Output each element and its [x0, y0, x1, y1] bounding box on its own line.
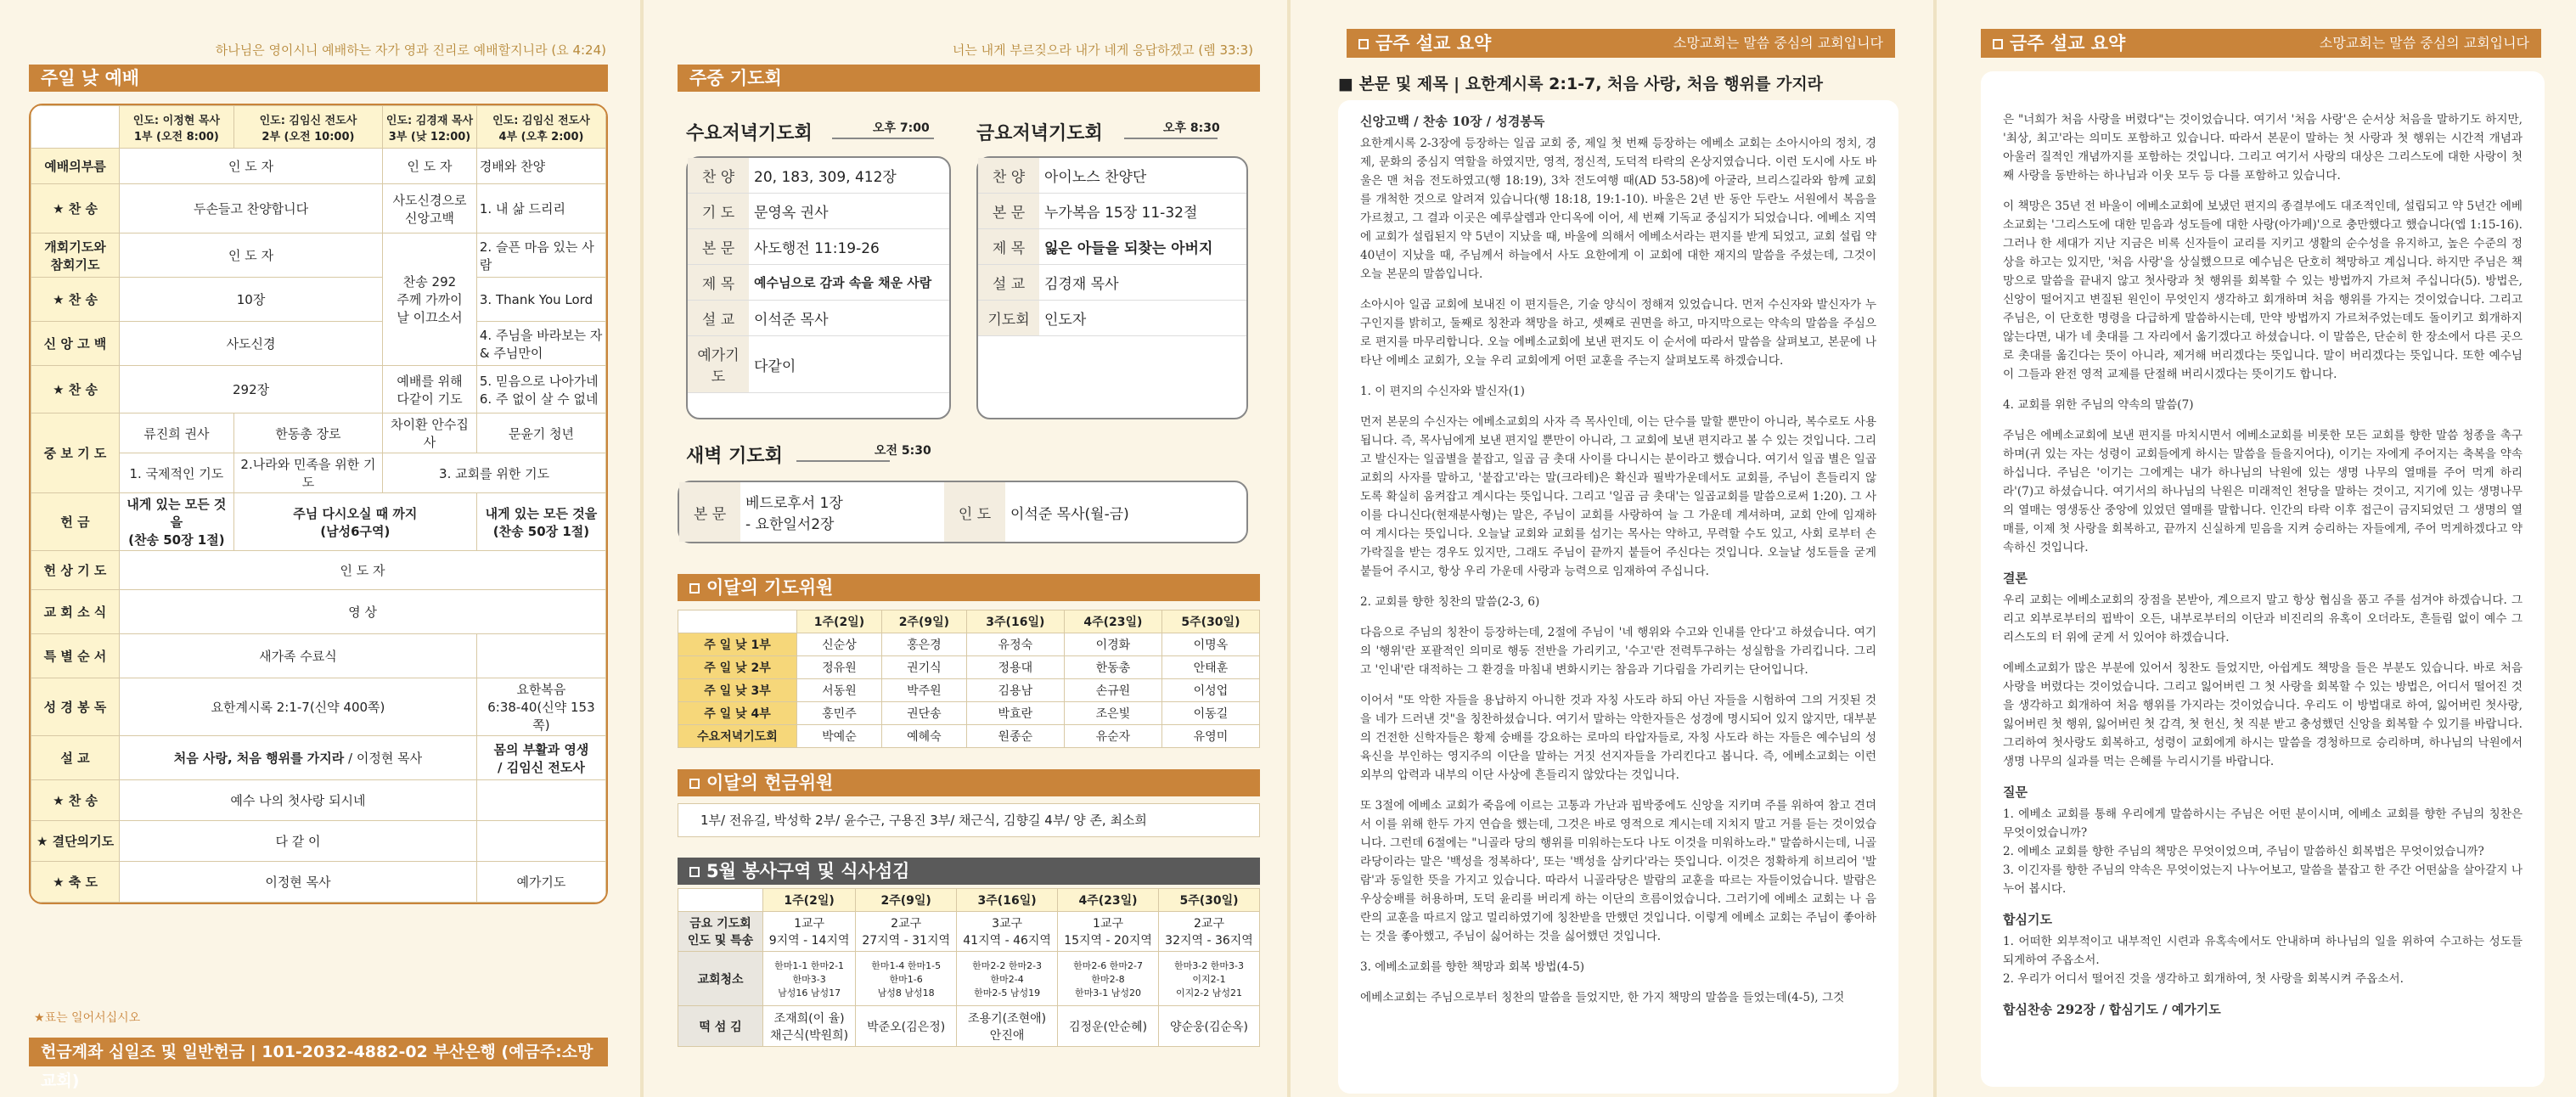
table-cell: 김정운(안순혜)	[1058, 1006, 1159, 1047]
table-cell: 박예순	[797, 725, 882, 748]
fri-row-key: 기도회	[978, 301, 1039, 336]
sermon-paragraph: 은 "너희가 처음 사랑을 버렸다"는 것이었습니다. 여기서 '처음 사랑'은 순서상 처음을 말하기도 하지만, '최상, 최고'라는 의미도 포함하고 있습니다. 따라서 본문이 말하는 첫 사랑과 첫 행위는 시간적 개념과 아울러 질적인 개념까지를 포함하는 것입니다. 그리고 여기서 사랑의 대상은 그리스도에 대한 사랑이 첫째 사랑을 동반하는 하나님과 이웃 모두 등 다를 포함하고 있습니다.	[2003, 113, 2523, 183]
table-cell: 유순자	[1064, 725, 1161, 748]
fri-row-value: 잃은 아들을 되찾는 아버지	[1039, 229, 1246, 265]
row-label: 특 별 순 서	[31, 634, 120, 678]
wed-row-value: 20, 183, 309, 412장	[749, 158, 949, 194]
row-label: 설 교	[31, 736, 120, 780]
wed-prayer-title: 수요저녁기도회	[686, 123, 813, 144]
square-icon	[689, 779, 700, 789]
intercessor: 차이환 안수집사	[383, 413, 477, 453]
wed-row-key: 찬 양	[688, 158, 749, 194]
service-section-title: 5월 봉사구역 및 식사섬김	[678, 858, 1260, 885]
prayer-topic: 1. 국제적인 기도	[120, 453, 234, 493]
table-cell: 한마2-6 한마2-7 한마2-8 한마3-1 남성20	[1058, 952, 1159, 1006]
praise-item: 3. Thank You Lord	[476, 278, 605, 322]
worship-order-table	[29, 104, 608, 904]
offering-hymn: 내게 있는 모든 것을 (찬송 50장 1절)	[120, 493, 234, 551]
panel-sunday-worship	[0, 0, 640, 1097]
wed-row-key: 설 교	[688, 301, 749, 336]
row-label: 신 앙 고 백	[31, 322, 120, 366]
table-cell: 안태훈	[1161, 656, 1259, 679]
table-cell: 정용대	[966, 656, 1064, 679]
praise-item: 4. 주님을 바라보는 자 & 주님만이	[476, 322, 605, 366]
row-value: 예수 나의 첫사랑 되시네	[120, 780, 477, 821]
week-header: 3주(16일)	[957, 889, 1058, 912]
table-cell: 박준오(김은정)	[856, 1006, 957, 1047]
praise-item: 경배와 찬양	[476, 149, 605, 184]
week-header: 2주(9일)	[881, 610, 966, 633]
sermon-paragraph: 에베소교회는 주님으로부터 칭찬의 말씀을 들었지만, 한 가지 책망의 말씀을 들었는데(4-5), 그것	[1360, 991, 1845, 1004]
fri-row-value: 김경재 목사	[1039, 265, 1246, 301]
sermon-paragraph: 에베소교회가 많은 부분에 있어서 칭찬도 들었지만, 아쉽게도 책망을 들은 부분도 있습니다. 바로 처음 사랑을 버렸다는 것이었습니다. 그리고 잃어버린 그 첫 사랑을 회복할 수 있는 방법은, 어디서 떨어진 것을 생각하고 회개하여 처음 행위를 가지라는 것이었습니다. 우리도 이 방법대로 하여, 잃어버린 첫사랑, 잃어버린 첫 행위, 잃어버린 첫 감격, 첫 헌신, 첫 직분 받고 충성했던 신앙을 회복할 수 있기를 바랍니다. 그리하여 첫사랑도 회복하고, 성령이 교회에게 하시는 말씀을 경청하므로 승리하며, 하나님의 낙원에서 생명 나무의 실과를 먹는 은혜를 누리시기를 바랍니다.	[2003, 661, 2523, 768]
dawn-key: 본 문	[679, 482, 740, 542]
table-cell: 한마2-2 한마2-3 한마2-4 한마2-5 남성19	[957, 952, 1058, 1006]
dawn-prayer-time: 오전 5:30	[875, 444, 931, 458]
row-label: 성 경 봉 독	[31, 678, 120, 736]
table-cell: 유영미	[1161, 725, 1259, 748]
row-value: 요한복음 6:38-40(신약 153쪽)	[476, 678, 605, 736]
row-label: 중 보 기 도	[31, 413, 120, 493]
row-value: 예배를 위해 다같이 기도	[383, 366, 477, 413]
service-label: 주 일 낮 4부	[678, 702, 797, 725]
row-value: 영 상	[120, 590, 606, 634]
table-cell: 양순웅(김순옥)	[1159, 1006, 1260, 1047]
prayer-list: 1. 어떠한 외부적이고 내부적인 시련과 유혹속에서도 안내하며 하나님의 일을 위하여 수고하는 성도들 되게하여 주옵소서. 2. 우리가 어디서 떨어진 것을 생각하고 회개하여, 첫 사랑을 회복시켜 주옵소서.	[2003, 935, 2523, 986]
offering-hymn: 내게 있는 모든 것을 (찬송 50장 1절)	[476, 493, 605, 551]
wed-row-key: 제 목	[688, 265, 749, 301]
fri-prayer-time: 오후 8:30	[1163, 121, 1220, 135]
intercessor: 한동총 장로	[233, 413, 382, 453]
fri-prayer-title: 금요저녁기도회	[976, 123, 1103, 144]
table-cell: 권단송	[881, 702, 966, 725]
table-cell: 이동길	[1161, 702, 1259, 725]
dawn-prayer-box	[678, 481, 1248, 543]
monthly-prayer-table	[678, 610, 1260, 748]
row-value: 요한계시록 2:1-7(신약 400쪽)	[120, 678, 477, 736]
sermon-paragraph: 요한계시록 2-3장에 등장하는 일곱 교회 중, 제일 첫 번째 등장하는 에베소 교회는 소아시아의 정치, 경제, 문화의 중심지 역할을 하였지만, 영적, 정신적, 도덕적 타락의 온상지였습니다. 이런 도시에 사도 바울은 맨 처음 전도하였고(행 18:19), 3차 전도여행 때(AD 53-58)에 아굴라, 브리스길라와 함께 교회를 개척한 것으로 알려져 있습니다(행 18:18, 19:1-10). 바울은 2년 반 동안 두란노 서원에서 복음을 가르쳤고, 그 결과 이곳은 예루살렘과 안디옥에 이어, 세 번째 기독교 중심지가 되었습니다. 에베소 지역에 교회가 설립된지 약 5년이 지났을 때, 바울에 의해서 에베소서라는 편지를 받게 되었고, 교회 설립 약 40년이 지났을 때, 주님께서 하늘에서 사도 요한에게 이 교회에 대한 재지의 말씀을 주셨는데, 그것이 오늘 본문의 말씀입니다.	[1360, 137, 1876, 281]
row-value: 사도신경	[120, 322, 383, 366]
prayer-topic: 2.나라와 민족을 위한 기도	[233, 453, 382, 493]
section-title: 주중 기도회	[678, 65, 1260, 92]
offering-account: 헌금계좌 십일조 및 일반헌금 | 101-2032-4882-02 부산은행 (예금주:소망교회)	[29, 1038, 608, 1066]
row-value: 몸의 부활과 영생 / 김임신 전도사	[476, 736, 605, 780]
row-label: 개회기도와 참회기도	[31, 233, 120, 278]
service-label: 주 일 낮 1부	[678, 633, 797, 656]
sermon-heading: 2. 교회를 향한 칭찬의 말씀(2-3, 6)	[1360, 595, 1540, 609]
praise-item: 1. 내 삶 드리리	[476, 184, 605, 233]
sermon-paragraph: 이어서 "또 악한 자들을 용납하지 아니한 것과 자칭 사도라 하되 아닌 자들을 시험하여 그의 거짓된 것을 네가 드러낸 것"을 칭찬하셨습니다. 여기서 말하는 악한자들은 성경에 명시되어 있지 않지만, 대부분의 건전한 신학자들은 황제 숭배를 강요하는 로마의 타압자들로, 자칭 사도라 하는 자들은 예수님의 성육신을 부인하는 영지주의 이단을 말하는 거짓 선지자들을 가리킨다고 봅니다. 즉, 에베소교회는 이런 외부의 압력과 내부의 이단 사상에 흔들리지 않았다는 것입니다.	[1360, 694, 1876, 782]
service-label: 금요 기도회 인도 및 특송	[678, 912, 763, 952]
offering-hymn: 주님 다시오실 때 까지 (남성6구역)	[233, 493, 476, 551]
week-header: 3주(16일)	[966, 610, 1064, 633]
money-committee-title: 이달의 헌금위원	[678, 769, 1260, 796]
table-cell: 원종순	[966, 725, 1064, 748]
conclusion-heading: 결론	[2003, 571, 2028, 586]
fri-row-key: 설 교	[978, 265, 1039, 301]
sermon-title: 처음 사랑, 처음 행위를 가지라	[173, 751, 345, 766]
service-label: 주 일 낮 2부	[678, 656, 797, 679]
square-icon	[1993, 39, 2003, 49]
panel-sermon-summary-1	[1291, 0, 1933, 1097]
row-label: ★ 찬 송	[31, 184, 120, 233]
fri-prayer-box	[976, 156, 1248, 419]
praise-item: 6. 주 없이 살 수 없네	[479, 391, 599, 407]
prayer-heading: 합심기도	[2003, 912, 2052, 927]
wed-row-value: 다같이	[749, 336, 949, 393]
table-cell: 조용기(조현애) 안진애	[957, 1006, 1058, 1047]
wed-row-value: 이석준 목사	[749, 301, 949, 336]
row-label: ★ 찬 송	[31, 780, 120, 821]
prayer-topic: 3. 교회를 위한 기도	[383, 453, 606, 493]
fri-row-value: 아이노스 찬양단	[1039, 158, 1246, 194]
row-value: 이정현 목사	[120, 862, 477, 903]
week-header: 4주(23일)	[1058, 889, 1159, 912]
wed-prayer-time: 오후 7:00	[873, 121, 930, 135]
header-2bu: 인도: 김임신 전도사 2부 (오전 10:00)	[233, 106, 382, 149]
table-cell: 박주원	[881, 679, 966, 702]
table-cell: 이경화	[1064, 633, 1161, 656]
header-3bu: 인도: 김경재 목사 3부 (낮 12:00)	[383, 106, 477, 149]
header-1bu: 인도: 이정현 목사 1부 (오전 8:00)	[120, 106, 234, 149]
table-cell: 1교구 15지역 - 20지역	[1058, 912, 1159, 952]
service-table	[678, 888, 1260, 1047]
row-label: 교 회 소 식	[31, 590, 120, 634]
standing-note: ★표는 일어서십시오	[34, 1011, 141, 1025]
wed-prayer-box	[686, 156, 951, 419]
section-title: 주일 낮 예배	[29, 65, 608, 92]
row-label: 헌 상 기 도	[31, 551, 120, 590]
sermon-heading: 4. 교회를 위한 주님의 약속의 말씀(7)	[2003, 398, 2194, 412]
week-header: 5주(30일)	[1161, 610, 1259, 633]
table-cell: 3교구 41지역 - 46지역	[957, 912, 1058, 952]
sermon-subject: ■ 본문 및 제목 | 요한계시록 2:1-7, 처음 사랑, 처음 행위를 가지라	[1338, 75, 1824, 93]
dawn-key: 인 도	[944, 482, 1005, 542]
service-label: 떡 섬 김	[678, 1006, 763, 1047]
sermon-heading: 3. 에베소교회를 향한 책망과 회복 방법(4-5)	[1360, 960, 1585, 974]
sermon-paragraph: 또 3절에 에베소 교회가 죽음에 이르는 고통과 가난과 핍박중에도 신앙을 지키며 주를 위하여 참고 견뎌서 이를 위해 한두 가지 연습을 했는데, 그것은 바로 영적으로 계시는데 지치지 말고 거를 듣는 것이었습니다. 그런데 6절에는 "니골라 당의 행위를 미워하는도다 나도 이것을 미워하노라." 말씀하시는데, 니골라당이라는 말은 '백성을 정복하다', 또는 '백성을 삼키다'라는 뜻입니다. 이것은 정확하게 히브리어 '발람'과 동일한 뜻을 가지고 있습니다. 따라서 니골라당은 발람의 교훈을 따르는 자들이었습니다. 발람은 우상숭배를 허용하며, 도덕 윤리를 버리게 하는 이단의 흐름이었습니다. 그러기에 에베소 교회는 나 음란의 교훈을 따르지 않고 멀리하였기에 칭찬받을 만했던 것입니다. 이렇게 에베소 교회는 주님이 좋아하는 것을 좋아했고, 주님이 싫어하는 것을 싫어했던 것입니다.	[1360, 799, 1876, 943]
week-header: 2주(9일)	[856, 889, 957, 912]
header-verse: 하나님은 영이시니 예배하는 자가 영과 진리로 예배할지니라 (요 4:24)	[215, 42, 606, 58]
sermon-body	[1338, 100, 1898, 1094]
table-cell: 1교구 9지역 - 14지역	[763, 912, 856, 952]
row-label: ★ 축 도	[31, 862, 120, 903]
dawn-value: 이석준 목사(월-금)	[1010, 505, 1129, 523]
table-cell: 신순상	[797, 633, 882, 656]
table-cell: 이성업	[1161, 679, 1259, 702]
service-label: 수요저녁기도회	[678, 725, 797, 748]
sermon-heading: 1. 이 편지의 수신자와 발신자(1)	[1360, 385, 1525, 398]
row-label: ★ 결단의기도	[31, 821, 120, 862]
row-value: 두손들고 찬양합니다	[120, 184, 383, 233]
row-value: 찬송 292 주께 가까이 날 이끄소서	[383, 233, 477, 366]
week-header: 1주(2일)	[763, 889, 856, 912]
sermon-paragraph: 이 책망은 35년 전 바울이 에베소교회에 보냈던 편지의 종결부에도 대조적인데, 설립되고 약 5년간 에베소교회는 '그리스도에 대한 믿음과 성도들에 대한 사랑(아가페)'으로 충만했다고 했습니다(엡 1:15-16). 그러나 한 세대가 지난 지금은 비록 신자들이 교리를 지키고 생활의 순수성을 유지하고, 높은 수준의 정상을 하고는 있지만, '처음 사랑'을 상실했으므로 예수님은 단호히 책망하고 계십니다. 하지만 주님은 책망으로 말씀을 끝내지 않고 첫사랑과 첫 행위를 회복할 수 있는 방법까지 가르쳐 주십니다(5). 방법은, 신앙이 떨어지고 변질된 원인이 무엇인지 생각하고 회개하며 처음 행위를 가지는 것이었습니다. 그리고 주님은, 이 단호한 명령을 다급하게 말씀하시는데, 만약 방법까지 가르쳐주었는데도 돌이키고 회개하지 않는다면, 내가 네 촛대를 그 자리에서 옮기겠다고 하셨습니다. 이 말씀은, 단순히 한 장소에서 다른 곳으로 촛대를 옮긴다는 뜻이 아니라, 제거해 버리겠다는 뜻입니다. 말이 버리겠다는 뜻입니다. 또한 예수님이 그들과 완전 영적 교제를 단절해 버리시겠다는 뜻이기도 합니다.	[2003, 200, 2523, 381]
row-label: ★ 찬 송	[31, 278, 120, 322]
header-4bu: 인도: 김임신 전도사 4부 (오후 2:00)	[476, 106, 605, 149]
fri-row-key: 본 문	[978, 194, 1039, 229]
questions-list: 1. 에베소 교회를 통해 우리에게 말씀하시는 주님은 어떤 분이시며, 에베소 교회를 향한 주님의 칭찬은 무엇이었습니까? 2. 에베소 교회를 향한 주님의 책망은 무엇이었으며, 주님이 말씀하신 회복법은 무엇이었습니까? 3. 이긴자를 향한 주님의 약속은 무엇이었는지 나누어보고, 말씀을 붙잡고 한 주간 어떤삶을 살아갈지 나누어 봅시다.	[2003, 807, 2523, 896]
sermon-paragraph: 우리 교회는 에베소교회의 장점을 본받아, 계으르지 말고 항상 협심을 품고 주를 섬겨야 하겠습니다. 그리고 외부로부터의 핍박이 오든, 내부로부터의 이단과 비진리의 유혹이 오더라도, 흔들림 없이 예수 그리스도의 터 위에 굳게 서 있어야 하겠습니다.	[2003, 594, 2523, 644]
week-header: 1주(2일)	[797, 610, 882, 633]
table-cell: 권기식	[881, 656, 966, 679]
row-value: 새가족 수료식	[120, 634, 477, 678]
row-value: 사도신경으로 신앙고백	[383, 184, 477, 233]
table-cell: 한마3-2 한마3-3 이지2-1 이지2-2 남성21	[1159, 952, 1260, 1006]
week-header: 4주(23일)	[1064, 610, 1161, 633]
money-committee-list: 1부/ 전유길, 박성학 2부/ 윤수근, 구용진 3부/ 채근식, 김향길 4부/ 양 존, 최소희	[678, 803, 1260, 837]
sermon-paragraph: 먼저 본문의 수신자는 에베소교회의 사자 즉 목사인데, 이는 단수를 말할 뿐만이 아니라, 복수로도 사용됩니다. 즉, 목사님에게 보낸 편지일 뿐만이 아니라, 그 교회에 보낸 편지라고 볼 수 있는 것입니다. 그리고 발신자는 일곱별을 붙잡고, 일곱 금 촛대 사이를 다니시는 분이라고 했습니다. 여기서 일곱 별은 일곱 교회의 사자를 말하고, '붙잡고'라는 말(크라테)은 확신과 필박가운데서도 교회를, 주님이 흔들리지 않도록 확실히 움켜잡고 계시다는 뜻입니다. 그리고 '일곱 금 촛대'는 일곱교회를 말씀으로써 1:20). 그 사이를 다니신다(현재분사형)는 말은, 주님이 교회를 사랑하여 늘 그 가운데 계셔하며, 교회 안에 임재하여 계시다는 뜻입니다. 오늘날 교회와 교회를 섬기는 목사는 약하고, 무력할 수도 있고, 사회 로부터 손가락질을 받는 경우도 있지만, 그래도 주님이 끝까지 붙들어 주신다는 것입니다. 오늘날 성도들을 굳게 붙들어 주시고, 항상 우리 가운데 사랑과 능력으로 임재하여 주십니다.	[1360, 415, 1876, 578]
square-icon	[1358, 39, 1369, 49]
questions-heading: 질문	[2003, 785, 2028, 800]
row-value: 예가기도	[476, 862, 605, 903]
table-cell: 2교구 27지역 - 31지역	[856, 912, 957, 952]
fri-row-key: 찬 양	[978, 158, 1039, 194]
wed-row-value: 사도행전 11:19-26	[749, 229, 949, 265]
sermon-paragraph: 주님은 에베소교회에 보낸 편지를 마치시면서 에베소교회를 비롯한 모든 교회를 향한 말씀 청종을 촉구하며(귀 있는 자는 성령이 교회들에게 하시는 말씀을 들을지어다), 이기는 자에게 주어지는 축복을 약속하십니다. 주님은 '이기는 그에게는 내가 하나님의 낙원에 있는 생명 나무의 열매를 주어 먹게 하리라'(7)고 하셨습니다. 여기서의 하나님의 낙원은 미래적인 천당을 말하는 것이고, 지기에 있는 생명나무의 열매는 영생동산 중앙에 있었던 열매를 말합니다. 인간의 타락 이후 접근이 금지되었던 그 생명의 열매를, 이제 첫 사랑을 회복하고, 끝까지 신실하게 믿음을 지켜 승리하는 자들에게, 주어 먹게하겠다고 약속하신 것입니다.	[2003, 429, 2523, 554]
dawn-prayer-title: 새벽 기도회	[686, 446, 783, 467]
fri-row-key: 제 목	[978, 229, 1039, 265]
table-cell: 박효란	[966, 702, 1064, 725]
row-value: 인 도 자	[120, 233, 383, 278]
wed-row-value: 문영옥 권사	[749, 194, 949, 229]
week-header: 5주(30일)	[1159, 889, 1260, 912]
panel-weekday-prayer	[644, 0, 1287, 1097]
header-verse: 너는 내게 부르짖으라 내가 네게 응답하겠고 (렘 33:3)	[952, 42, 1253, 58]
sermon-paragraph: 다음으로 주님의 칭찬이 등장하는데, 2절에 주님이 '네 행위와 수고와 인내를 안다'고 하셨습니다. 여기의 '행위'란 포괄적인 의미로 행동 전반을 가리키고, '수고'란 전력투구하는 성실함을 가리킵니다. 그리고 '인내'란 대적하는 그 환경을 마침내 변화시키는 참음과 기다림을 가리키는 단어입니다.	[1360, 626, 1876, 677]
row-label: 예배의부름	[31, 149, 120, 184]
service-label: 교회청소	[678, 952, 763, 1006]
intercessor: 문윤기 청년	[476, 413, 605, 453]
praise-item: 5. 믿음으로 나아가네	[479, 373, 599, 389]
wed-row-value: 예수님으로 감과 속을 채운 사람	[749, 265, 949, 301]
wed-row-key: 본 문	[688, 229, 749, 265]
sermon-summary-title: 금주 설교 요약 소망교회는 말씀 중심의 교회입니다	[1347, 29, 1895, 58]
table-cell: 예혜숙	[881, 725, 966, 748]
row-label: 헌 금	[31, 493, 120, 551]
church-motto: 소망교회는 말씀 중심의 교회입니다	[2319, 35, 2529, 51]
row-value: 10장	[120, 278, 383, 322]
sermon-body-continued	[1981, 71, 2545, 1087]
row-value: 인 도 자	[383, 149, 477, 184]
row-label: ★ 찬 송	[31, 366, 120, 413]
praise-item: 2. 슬픈 마음 있는 사람	[476, 233, 605, 278]
church-motto: 소망교회는 말씀 중심의 교회입니다	[1673, 35, 1883, 51]
sermon-paragraph: 소아시아 일곱 교회에 보내진 이 편지들은, 기술 양식이 정해져 있었습니다. 먼저 수신자와 발신자가 누구인지를 밝히고, 둘째로 칭찬과 책망을 하고, 셋째로 권면을 하고, 마지막으로는 약속의 말씀을 주심으로 편지를 마무리합니다. 오늘 에베소교회에 보낸 편지도 이 순서에 따라서 말씀을 살펴보고, 본문에 나타난 에베소 교회가, 오늘 우리 교회에게 어떤 교훈을 주는지 살펴보도록 하겠습니다.	[1360, 298, 1876, 368]
table-cell: 조재희(이 율) 채근식(박원희)	[763, 1006, 856, 1047]
table-cell: 2교구 32지역 - 36지역	[1159, 912, 1260, 952]
row-value: 292장	[120, 366, 383, 413]
sermon-summary-title: 금주 설교 요약 소망교회는 말씀 중심의 교회입니다	[1981, 29, 2541, 58]
table-cell: 정유원	[797, 656, 882, 679]
table-cell: 홍민주	[797, 702, 882, 725]
square-icon	[689, 583, 700, 594]
monthly-prayer-title: 이달의 기도위원	[678, 574, 1260, 601]
fri-row-value: 누가복음 15장 11-32절	[1039, 194, 1246, 229]
table-cell: 조은빛	[1064, 702, 1161, 725]
square-icon	[689, 867, 700, 877]
table-cell: 한마1-1 한마2-1 한마3-3 남성16 남성17	[763, 952, 856, 1006]
wed-row-key: 예가기도	[688, 336, 749, 393]
row-value: 다 같 이	[120, 821, 477, 862]
fri-row-value: 인도자	[1039, 301, 1246, 336]
sermon-preacher: / 이정현 목사	[344, 751, 423, 766]
sermon-hymn-line: 신앙고백 / 찬송 10장 / 성경봉독	[1360, 114, 1545, 129]
table-cell: 한동총	[1064, 656, 1161, 679]
table-cell: 김용남	[966, 679, 1064, 702]
row-value: 인 도 자	[120, 551, 606, 590]
wed-row-key: 기 도	[688, 194, 749, 229]
row-value: 인 도 자	[120, 149, 383, 184]
table-cell: 서동원	[797, 679, 882, 702]
table-cell: 한마1-4 한마1-5 한마1-6 남성8 남성18	[856, 952, 957, 1006]
table-cell: 손규원	[1064, 679, 1161, 702]
dawn-value: 베드로후서 1장 - 요한일서2장	[745, 495, 843, 533]
service-label: 주 일 낮 3부	[678, 679, 797, 702]
closing-line: 합심찬송 292장 / 합심기도 / 예가기도	[2003, 1002, 2221, 1017]
table-cell: 이명옥	[1161, 633, 1259, 656]
panel-sermon-summary-2	[1937, 0, 2576, 1097]
intercessor: 류진희 권사	[120, 413, 234, 453]
table-cell: 홍은경	[881, 633, 966, 656]
table-cell: 유정숙	[966, 633, 1064, 656]
